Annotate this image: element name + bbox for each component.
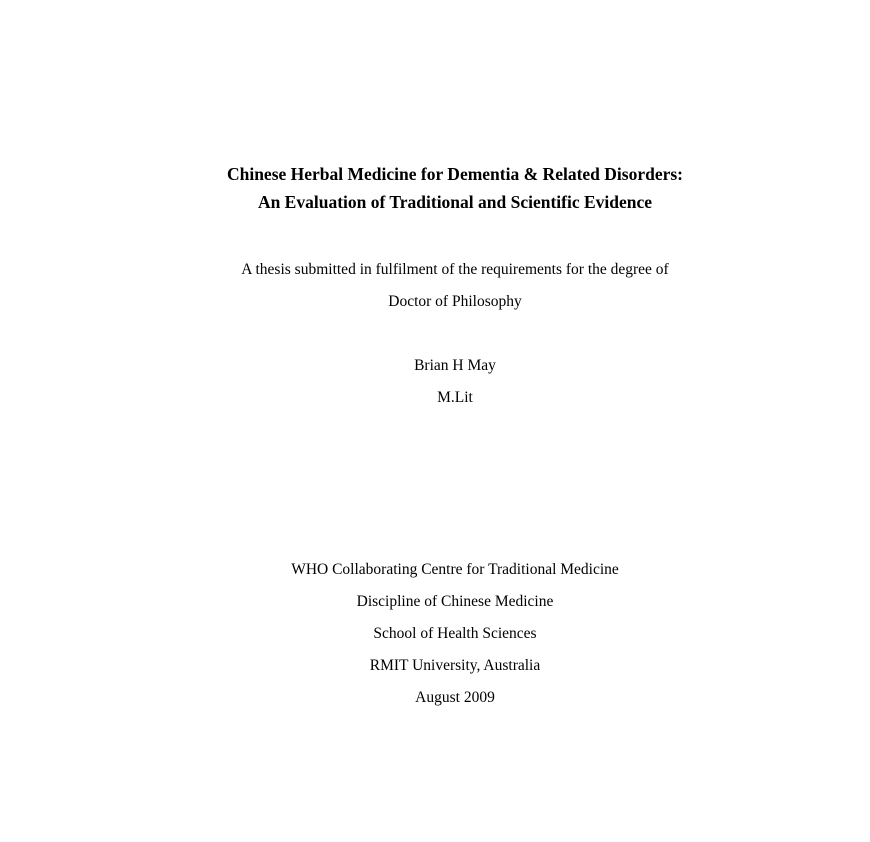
thesis-title-line-1: Chinese Herbal Medicine for Dementia & Related Disorders: bbox=[226, 164, 684, 184]
affiliation-discipline: Discipline of Chinese Medicine bbox=[356, 593, 554, 610]
submission-date: August 2009 bbox=[415, 689, 495, 706]
affiliation-university: RMIT University, Australia bbox=[369, 657, 541, 674]
thesis-statement: A thesis submitted in fulfilment of the requirements for the degree of bbox=[241, 261, 669, 278]
affiliation-school: School of Health Sciences bbox=[373, 625, 537, 642]
thesis-title-line-2: An Evaluation of Traditional and Scientific Evidence bbox=[257, 192, 653, 212]
affiliation-centre: WHO Collaborating Centre for Traditional Medicine bbox=[291, 561, 619, 578]
degree-name: Doctor of Philosophy bbox=[388, 293, 522, 310]
author-qualification: M.Lit bbox=[437, 389, 473, 406]
author-name: Brian H May bbox=[414, 357, 496, 374]
